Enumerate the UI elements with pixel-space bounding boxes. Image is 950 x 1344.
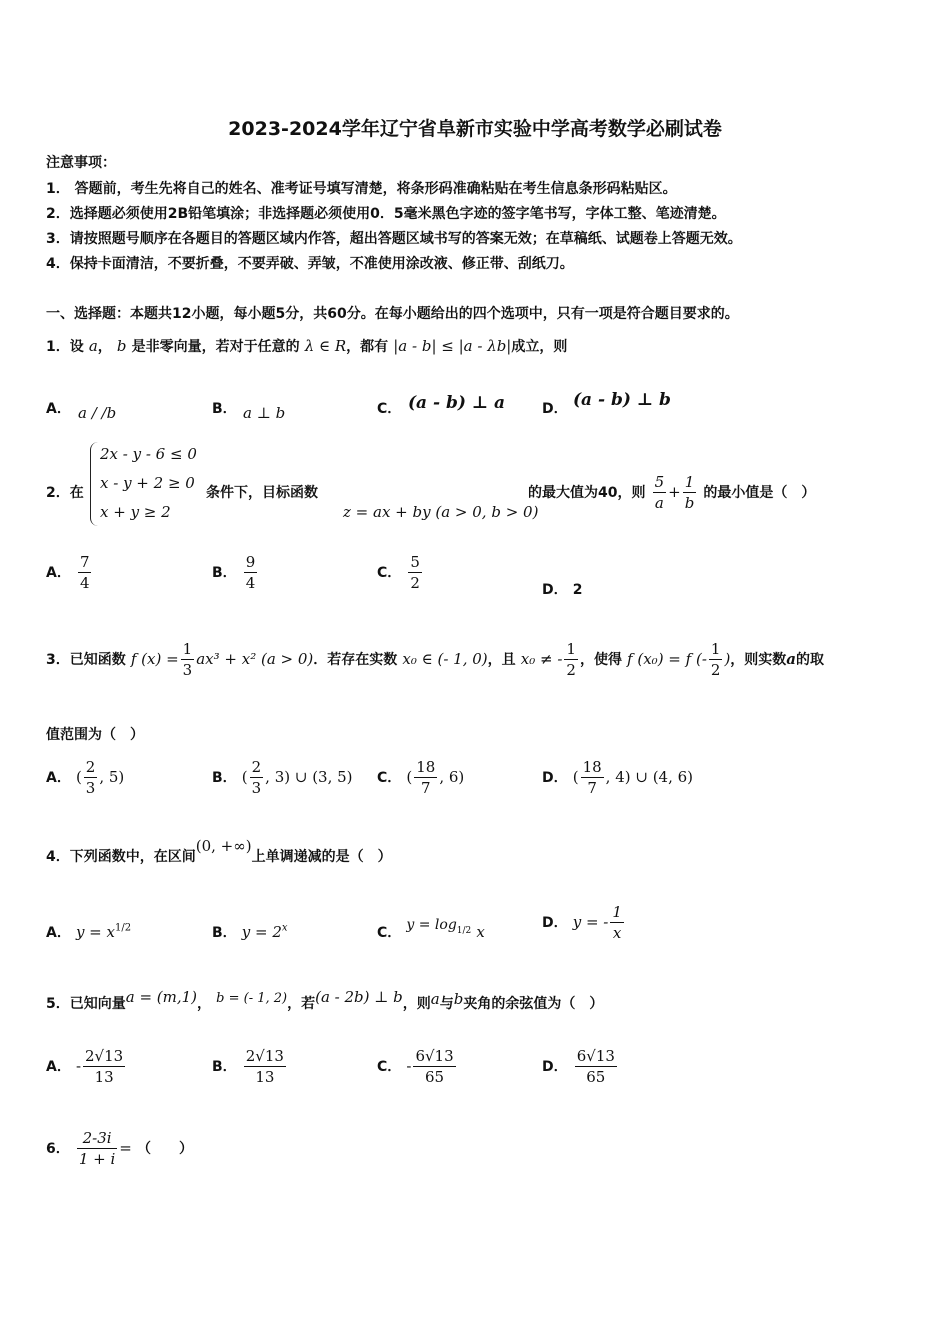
question-number: 1．设 [46,339,84,355]
vector-b: b [116,337,127,355]
question-text: ，若 [287,996,316,1012]
question-text: ，则实数 [730,652,787,668]
option-a: A． - $\frac{2√13}{13}$ [46,1047,124,1086]
fraction: $\frac{2√13}{13}$ [245,1047,284,1086]
math-expression: x₀ ∈ (- 1, 0) [402,650,488,668]
question-5 [46,988,604,1013]
fraction: $\frac{2}{3}$ [85,758,96,797]
fraction: $\frac{6√13}{65}$ [576,1047,615,1086]
option-c: C． ( $\frac{18}{7}$ , 6) [377,758,465,797]
notice-item: 2．选择题必须使用2B铅笔填涂；非选择题必须使用0．5毫米黑色字迹的签字笔书写，字体工整、笔迹清楚。 [46,206,726,222]
math-expression: a = (m,1) [125,988,198,1006]
option-label: D． [542,401,568,417]
question-text: ，使得 [579,652,622,668]
constraint: x - y + 2 ≥ 0 [100,474,195,492]
question-1 [46,336,567,356]
math-expression: x₀ ≠ - [520,650,563,668]
math-expression: |a - b| ≤ |a - λb| [393,337,512,355]
variable-a: a [786,650,797,668]
operator: + [668,483,681,501]
option-a: A． $y = x^{1/2}$ [46,922,132,941]
fraction: $\frac{2√13}{13}$ [85,1047,124,1086]
option-d: (a - b) ⊥ b [573,390,671,410]
question-text: ．若存在实数 [313,652,398,668]
question-text: 的取 [796,652,825,668]
option-b: B． $y = 2^x$ [212,922,288,941]
question-number: 5．已知向量 [46,996,126,1012]
option-b: B． ( $\frac{2}{3}$ , 3) ∪ (3, 5) [212,758,353,797]
option-a: a / /b [78,404,117,422]
notice-item: 3．请按照题号顺序在各题目的答题区域内作答，超出答题区域书写的答案无效；在草稿纸、试题卷上答题无效。 [46,231,742,247]
notice-item: 1． 答题前，考生先将自己的姓名、准考证号填写清楚，将条形码准确粘贴在考生信息条形码粘贴区。 [46,181,677,197]
section-heading: 一、选择题：本题共12小题，每小题5分，共60分。在每小题给出的四个选项中，只有一项是符合题目要求的。 [46,306,739,322]
question-text: 与 [439,996,454,1012]
option-b: B． $\frac{9}{4}$ [212,553,256,592]
option-c: C． $y = \log_{1/2} x$ [377,917,485,941]
math-expression: f (x) = [130,650,179,668]
math-expression: (0, +∞) [195,837,252,855]
option-label: B． [212,401,237,417]
option-c: (a - b) ⊥ a [408,393,506,413]
question-text: ，则 [402,996,431,1012]
separator: ， [197,996,212,1012]
fraction: $\frac{1}{x}$ [612,903,622,942]
question-number: 4．下列函数中，在区间 [46,849,196,865]
question-text: 是非零向量，若对于任意的 [131,339,300,355]
option-d: D． ( $\frac{18}{7}$ , 4) ∪ (4, 6) [542,758,694,797]
option-label: A． [46,401,71,417]
fraction: $\frac{5}{a}$ [654,473,665,512]
fraction: $\frac{1}{2}$ [566,640,576,679]
fraction: $\frac{1}{2}$ [710,640,721,679]
constraint: x + y ≥ 2 [100,503,171,521]
question-4 [46,837,392,866]
question-text: ，都有 [346,339,389,355]
question-6 [46,1128,193,1169]
option-label: C． [377,401,402,417]
question-text: 值范围为（ ） [46,727,144,743]
page-title: 2023-2024学年辽宁省阜新市实验中学高考数学必刷试卷 [228,118,722,140]
vector-a: a [88,337,98,355]
math-expression: (a - 2b) ⊥ b [315,988,403,1006]
fraction: $\frac{1}{b}$ [684,473,695,512]
math-expression: ) [724,650,731,668]
option-c: C． - $\frac{6√13}{65}$ [377,1047,454,1086]
vector-a: a [430,990,440,1008]
fraction: $\frac{2-3i}{1 + i}$ [78,1129,116,1168]
question-text: 的最大值为40，则 [528,485,646,501]
operator: = [119,1139,132,1157]
notice-item: 4．保持卡面清洁，不要折叠，不要弄破、弄皱，不准使用涂改液、修正带、刮纸刀。 [46,256,574,272]
question-3 [46,639,824,680]
question-text: 上单调递减的是（ ） [251,849,392,865]
fraction: $\frac{9}{4}$ [245,553,256,592]
option-a: A． ( $\frac{2}{3}$ , 5) [46,758,125,797]
fraction: $\frac{1}{3}$ [182,640,193,679]
question-text: 夹角的余弦值为（ ） [463,996,604,1012]
fraction: $\frac{2}{3}$ [251,758,262,797]
option-a: A． $\frac{7}{4}$ [46,553,90,592]
math-expression: b = (- 1, 2) [216,991,288,1006]
question-2-tail [528,472,815,513]
question-number: 3．已知函数 [46,652,126,668]
question-text: 的最小值是（ ） [703,485,816,501]
question-number: 2．在 [46,485,84,501]
math-expression: f (x₀) = f (- [627,650,707,668]
fraction: $\frac{18}{7}$ [416,758,436,797]
option-c: C． $\frac{5}{2}$ [377,553,420,592]
question-text: 成立，则 [511,339,568,355]
fraction: $\frac{18}{7}$ [582,758,602,797]
notice-heading: 注意事项： [46,155,116,171]
option-d: D． $\frac{6√13}{65}$ [542,1047,615,1086]
objective-function: z = ax + by (a > 0, b > 0) [343,503,539,521]
math-expression: ax³ + x² (a > 0) [196,650,314,668]
math-expression: λ ∈ R [304,337,347,355]
system-brace [90,442,99,526]
option-d: D． y = - $\frac{1}{x}$ [542,903,622,942]
vector-b: b [453,990,464,1008]
constraint: 2x - y - 6 ≤ 0 [100,445,197,463]
option-b: a ⊥ b [243,404,286,422]
option-d: D． 2 [542,582,583,598]
question-text: 条件下，目标函数 [206,485,318,501]
question-text: （ ） [136,1141,193,1157]
option-b: B． $\frac{2√13}{13}$ [212,1047,284,1086]
question-text: ，且 [487,652,516,668]
fraction: $\frac{7}{4}$ [79,553,90,592]
fraction: $\frac{5}{2}$ [410,553,420,592]
fraction: $\frac{6√13}{65}$ [415,1047,454,1086]
question-number: 6． [46,1141,70,1157]
separator: ， [97,339,112,355]
